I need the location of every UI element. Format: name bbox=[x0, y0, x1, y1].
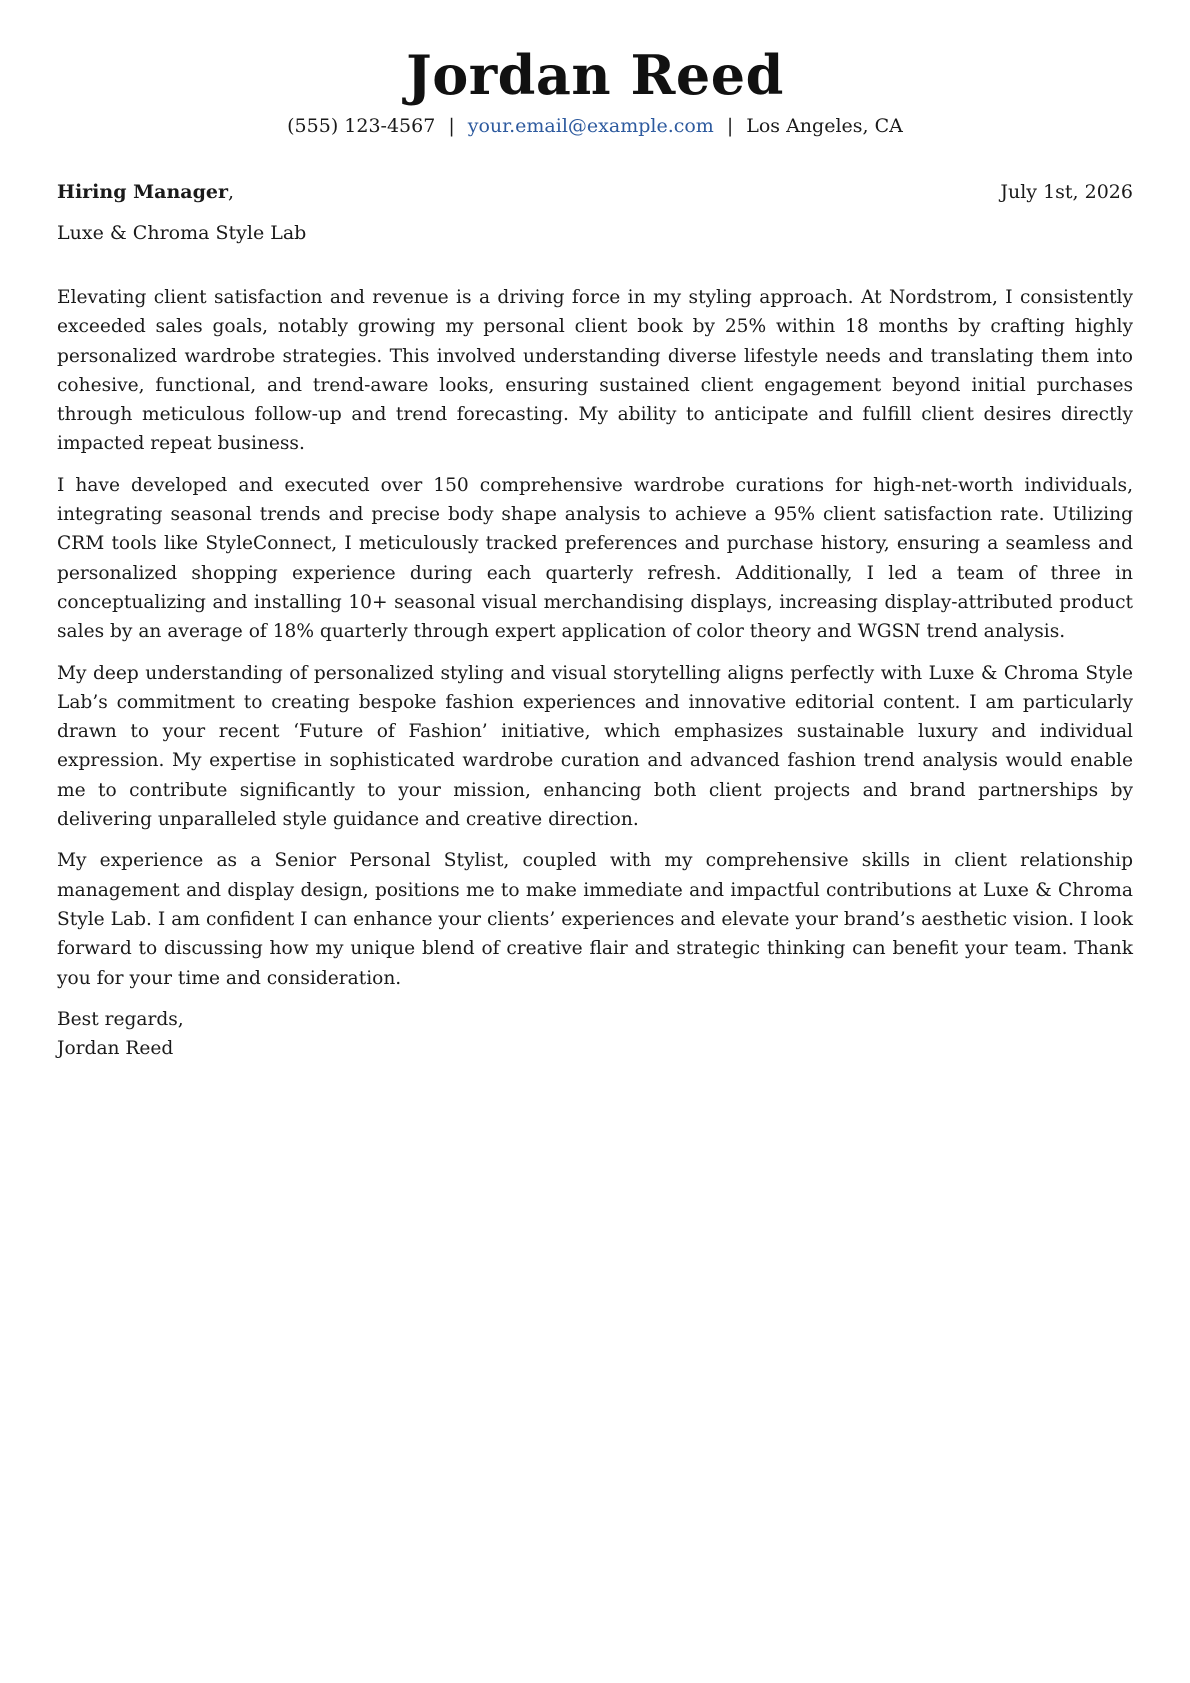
applicant-name-heading: Jordan Reed bbox=[406, 43, 784, 107]
body-paragraph: I have developed and executed over 150 comprehensive wardrobe curations for high-net-worth individuals, integrating seasonal trends and precise body shape analysis to achieve a 95% client satisfaction rate. Utilizing CRM tools like StyleConnect, I meticulously tracked preferences and purchase history, ensuring a seamless and personalized shopping experience during each quarterly refresh. Additionally, I led a team of three in conceptualizing and installing 10+ seasonal visual merchandising displays, increasing display-attributed product sales by an average of 18% quarterly through expert application of color theory and WGSN trend analysis. bbox=[57, 474, 1133, 643]
closing-block bbox=[57, 1005, 1133, 1064]
body-paragraph: Elevating client satisfaction and revenue is a driving force in my styling approach. At Nordstrom, I consistently exceeded sales goals, notably growing my personal client book by 25% within 18 months by crafting highly personalized wardrobe strategies. This involved understanding diverse lifestyle needs and translating them into cohesive, functional, and trend-aware looks, ensuring sustained client engagement beyond initial purchases through meticulous follow-up and trend forecasting. My ability to anticipate and fulfill client desires directly impacted repeat business. bbox=[57, 287, 1133, 455]
phone-number: (555) 123-4567 bbox=[287, 115, 436, 137]
body-paragraph: My deep understanding of personalized styling and visual storytelling aligns perfectly with Luxe & Chroma Style Lab’s commitment to creating bespoke fashion experiences and innovative editorial content. I am particularly drawn to your recent ‘Future of Fashion’ initiative, which emphasizes sustainable luxury and individual expression. My expertise in sophisticated wardrobe curation and advanced fashion trend analysis would enable me to contribute significantly to your mission, enhancing both client projects and brand partnerships by delivering unparalleled style guidance and creative direction. bbox=[57, 662, 1133, 831]
separator: | bbox=[448, 115, 455, 137]
closing-salutation: Best regards, bbox=[57, 1008, 184, 1030]
signature-name: Jordan Reed bbox=[57, 1038, 174, 1060]
recipient-comma: , bbox=[227, 181, 235, 203]
contact-line bbox=[57, 114, 1133, 138]
location: Los Angeles, CA bbox=[746, 115, 903, 137]
letter-body bbox=[57, 283, 1133, 1063]
recipient-company: Luxe & Chroma Style Lab bbox=[57, 222, 307, 244]
recipient-name: Hiring Manager bbox=[57, 181, 228, 203]
letter-date: July 1st, 2026 bbox=[1000, 181, 1133, 203]
separator: | bbox=[726, 115, 734, 137]
recipient-row bbox=[57, 180, 1133, 204]
cover-letter-page bbox=[57, 0, 1133, 1683]
body-paragraph: My experience as a Senior Personal Stylist, coupled with my comprehensive skills in client relationship management and display design, positions me to make immediate and impactful contributions at Luxe & Chroma Style Lab. I am confident I can enhance your clients’ experiences and elevate your brand’s aesthetic vision. I look forward to discussing how my unique blend of creative flair and strategic thinking can benefit your team. Thank you for your time and consideration. bbox=[57, 850, 1133, 989]
email-link[interactable]: your.email@example.com bbox=[467, 115, 714, 137]
